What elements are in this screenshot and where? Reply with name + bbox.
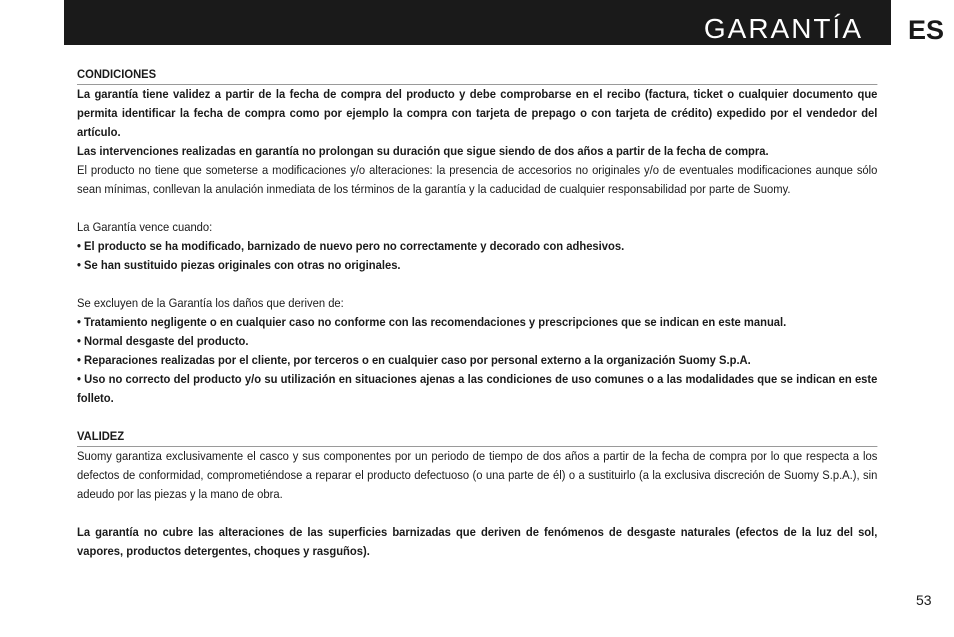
paragraph-not-covered: La garantía no cubre las alteraciones de las superficies barnizadas que deriven de fenómenos de desgaste naturales (efectos de la luz del sol, vapores, productos detergentes, choques y rasguños). bbox=[77, 525, 878, 558]
paragraph-interventions: Las intervenciones realizadas en garantía no prolongan su duración que sigue siendo de dos años a partir de la fecha de compra. bbox=[77, 144, 769, 158]
document-body bbox=[77, 65, 877, 561]
language-tag: ES bbox=[908, 15, 945, 45]
header-bar bbox=[64, 0, 891, 45]
list-item: • Se han sustituido piezas originales con otras no originales. bbox=[77, 258, 401, 272]
list-item: • Uso no correcto del producto y/o su utilización en situaciones ajenas a las condiciones de uso comunes o a las modalidades que se indican en este folleto. bbox=[77, 372, 878, 405]
page-number: 53 bbox=[916, 592, 932, 608]
list-item: • Reparaciones realizadas por el cliente, por terceros o en cualquier caso por personal externo a la organización Suomy S.p.A. bbox=[77, 353, 751, 367]
page-title: GARANTÍA bbox=[703, 13, 863, 44]
list-item: • Tratamiento negligente o en cualquier caso no conforme con las recomendaciones y prescripciones que se indican en este manual. bbox=[77, 315, 787, 329]
section-heading-validez: VALIDEZ bbox=[77, 427, 877, 447]
spacer bbox=[77, 504, 877, 523]
expiry-intro: La Garantía vence cuando: bbox=[77, 220, 213, 234]
paragraph-validity: La garantía tiene validez a partir de la fecha de compra del producto y debe comprobarse en el recibo (factura, ticket o cualquier documento que permita identificar la fecha de compra como por ejemplo la compra con tarjeta de prepago o con tarjeta de crédito) expedido por el vendedor del artículo. bbox=[77, 87, 878, 139]
list-item: • Normal desgaste del producto. bbox=[77, 334, 249, 348]
list-item: • El producto se ha modificado, barnizado de nuevo pero no correctamente y decorado con adhesivos. bbox=[77, 239, 625, 253]
paragraph-warranty-scope: Suomy garantiza exclusivamente el casco y sus componentes por un periodo de tiempo de dos años a partir de la fecha de compra por lo que respecta a los defectos de conformidad, comprometiéndose a reparar el producto defectuoso (o una parte de él) o a sustituirlo (a la exclusiva discreción de Suomy S.p.A.), sin adeudo por las piezas y la mano de obra. bbox=[77, 449, 878, 501]
spacer bbox=[77, 199, 877, 218]
section-heading-condiciones: CONDICIONES bbox=[77, 65, 877, 85]
exclusions-intro: Se excluyen de la Garantía los daños que deriven de: bbox=[77, 296, 344, 310]
spacer bbox=[77, 275, 877, 294]
spacer bbox=[77, 408, 877, 427]
paragraph-modifications: El producto no tiene que someterse a modificaciones y/o alteraciones: la presencia de accesorios no originales y/o de eventuales modificaciones aunque sólo sean mínimas, conllevan la anulación inmediata de los términos de la garantía y la caducidad de cualquier responsabilidad por parte de Suomy. bbox=[77, 163, 878, 196]
